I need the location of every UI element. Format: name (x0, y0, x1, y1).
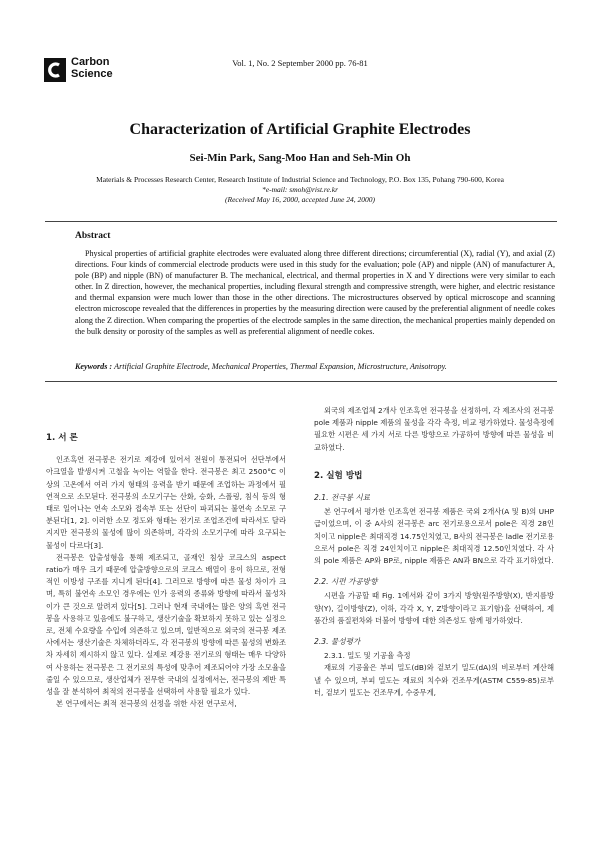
author-list: Sei-Min Park, Sang-Moo Han and Seh-Min Oh (189, 152, 411, 164)
keywords-line (75, 362, 447, 371)
section-2-3-1-heading: 2.3.1. 밀도 및 기공율 측정 (324, 651, 411, 661)
paper-title: Characterization of Artificial Graphite Electrodes (129, 121, 471, 138)
section-2-1-heading: 2.1. 전극봉 시료 (314, 493, 370, 503)
section-2-2-heading: 2.2. 시편 가공방향 (314, 577, 378, 587)
abstract-text: Physical properties of artificial graphite electrodes were evaluated along three different directions; circumferential (X), radial (Y), and axial (Z) directions. Four kinds of commercial electrode products were used in this study for the evaluation; pole (AP) and nipple (AN) of manufacturer A, pole (BP) and nipple (BN) of manufacturer B. The mechanical, electrical, and thermal properties in X and Y directions were very similar to each other. In Z direction, however, the mechanical properties, including flexural strength and compressive strength, were higher, and electric resistance and thermal expansion were much lower than those in the other directions. The microstructures observed by optical microscope and scanning electron microscope revealed that the differences in properties by the measuring direction were caused by the preferential alignment of needle cokes along the Z direction. When comparing the properties of the electrode samples in the same direction, the mechanical properties mainly depended on the bulk density or porosity of the samples as well as preferential alignment of needle cokes. (75, 249, 555, 336)
right-intro-paragraph: 외국의 제조업체 2개사 인조흑연 전극봉을 선정하여, 각 제조사의 전극봉 pole 제품과 nipple 제품의 물성을 각각 측정, 비교 평가하였다. 물성측정에 필요한 시편은 세 가지 서로 다른 방향으로 가공하여 방향에 따른 물성을 비교하였다. (314, 406, 554, 452)
received-date: (Received May 16, 2000, accepted June 24, 2000) (225, 195, 375, 204)
logo-line-1: Carbon (71, 56, 110, 68)
abstract-heading: Abstract (75, 231, 111, 241)
section-2-2-text: 시편을 가공할 때 Fig. 1에서와 같이 3가지 방향(원주방향(X), 반지름방향(Y), 길이방향(Z), 이하, 각각 X, Y, Z방향이라고 표기함)을 선택하여, 제품간의 품질편차와 더불어 방향에 대한 의존성도 함께 평가하였다. (314, 591, 554, 625)
left-paragraph-3: 본 연구에서는 최적 전극봉의 선정을 위한 사전 연구로서, (56, 699, 237, 709)
keywords-text: Artificial Graphite Electrode, Mechanical Properties, Thermal Expansion, Microstructure, Anisotropy. (114, 362, 447, 371)
section-1-heading: 1. 서 론 (46, 433, 78, 443)
email: *e-mail: smoh@rist.re.kr (262, 185, 338, 194)
section-2-heading: 2. 실험 방법 (314, 470, 363, 481)
affiliation-block (0, 175, 600, 205)
section-2-1-text: 본 연구에서 평가한 인조흑연 전극봉 제품은 국외 2개사(A 및 B)의 UHP급이었으며, 이 중 A사의 전극봉은 arc 전기로용으로서 pole은 직경 28인치이고 nipple은 최대직경 14.75인치였고, B사의 전극봉은 ladle 전기로용으로서 pole은 직경 24인치이고 nipple은 최대직경 12.50인치였다. 각 사의 pole 제품은 AP와 BP로, nipple 제품은 AN과 BN으로 각각 표기하였다. (314, 507, 554, 566)
left-column (46, 432, 286, 710)
section-2-3-heading: 2.3. 물성평가 (314, 637, 361, 647)
keywords-label: Keywords : (75, 362, 115, 371)
left-paragraph-2: 전극봉은 압출성형을 통해 제조되고, 골재인 침상 코크스의 aspect ratio가 매우 크기 때문에 압출방향으로의 코크스 배열이 용이 하므로, 전형적인 이방성 구조를 지니게 된다[4]. 그러므로 방향에 따른 물성 차이가 크며, 특히 불연속 소모인 경우에는 인가 응력의 종류와 방향에 따라서 물성차이가 큰 것으로 알려져 있다[5]. 그러나 현재 국내에는 많은 양의 흑연 전극봉을 사용하고 있음에도 불구하고, 생산기술을 확보하지 못하고 있는 실정으로, 전체 수요량을 수입에 의존하고 있으며, 일반적으로 외국의 전극봉 제조사에서는 생산기술은 차체하더라도, 각 전극봉의 방향에 따른 물성의 변화조차 자세히 제시하지 않고 있다. 실제로 제강용 전기로의 형태는 매우 다양하여 사용하는 전극봉은 그 전기로의 특성에 맞추어 제조되어야 가장 소모율을 줄일 수 있으므로, 생산업체가 전무한 국내의 실정에서는, 전극봉의 제반 특성을 잘 분석하여 최적의 전극봉을 선택하여 사용할 필요가 있다. (46, 552, 286, 697)
affiliation: Materials & Processes Research Center, Research Institute of Industrial Science and Technology, P.O. Box 135, Pohang 790-600, Korea (96, 175, 504, 184)
left-paragraph-1: 인조흑연 전극봉은 전기로 제강에 있어서 전원이 통전되어 선단부에서 아크열을 발생시켜 고철을 녹이는 역할을 한다. 전극봉은 최고 2500°C 이상의 고온에서 여러 가지 형태의 응력을 받기 때문에 조업하는 과정에서 필연적으로 소모된다. 전극봉의 소모기구는 산화, 승화, 스폴링, 침식 등의 형태로 일어나는 연속 소모와 접속부 또는 선단이 파괴되는 불연속 소모로 구분된다[1, 2]. 이러한 소모 정도와 형태는 전기로 조업조건에 따라서도 달라지지만 전극봉의 물성에 많이 의존하며, 각각의 소모기구에 따라 요구되는 물성이 다르다[3]. (46, 455, 286, 550)
section-2-3-1-text: 재료의 기공율은 부피 밀도(dB)와 겉보기 밀도(dA)의 비로부터 계산해 낼 수 있으며, 부피 밀도는 재료의 치수와 건조무게(ASTM C559-85)로부터, 겉보기 밀도는 건조무게, 수중무게, (314, 663, 554, 697)
journal-info: Vol. 1, No. 2 September 2000 pp. 76-81 (232, 58, 368, 68)
logo-line-2: Science (71, 68, 113, 80)
abstract-box (45, 221, 557, 382)
right-column (314, 405, 554, 699)
